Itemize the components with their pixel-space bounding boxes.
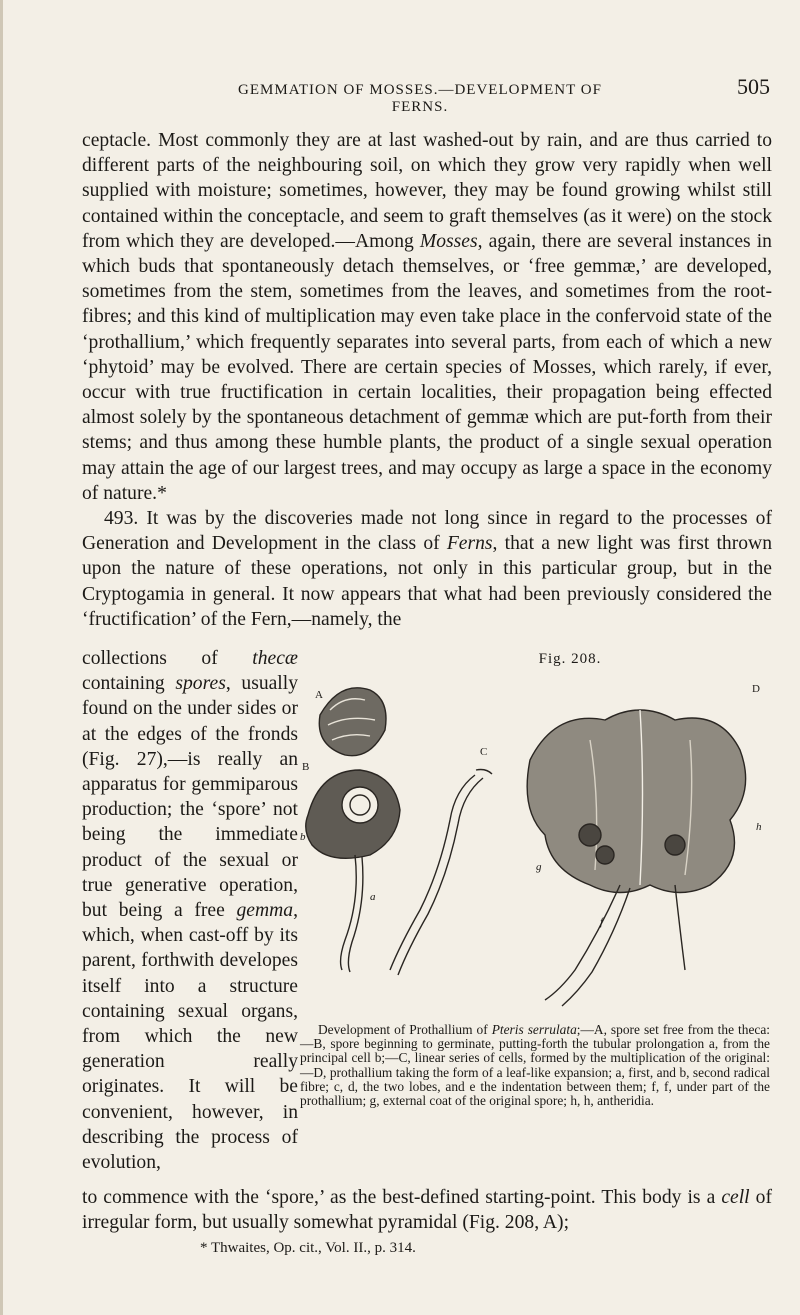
fig-d-prothallium (527, 710, 745, 1006)
running-title: GEMMATION OF MOSSES.—DEVELOPMENT OF FERNS. (238, 82, 602, 115)
fig-letter-a: a (370, 891, 376, 903)
fig-letter-C: C (480, 746, 488, 758)
paragraph-continued: ceptacle. Most commonly they are at last washed-out by rain, and are thus carried to different parts of the neighbouring soil, on which they grow very rapidly when well supplied with moisture; sometimes, however, they may be found growing whilst still contained within the conceptacle, and seem to graft themselves (as it were) on the stock from which they are developed.—Among Mosses, again, there are several instances in which buds that spontaneously detach themselves, or ‘free gemmæ,’ are developed, sometimes from the stem, sometimes from the leaves, and sometimes from the root-fibres; and this kind of multiplication may even take place in the confervoid state of the ‘prothallium,’ which frequently separates into several parts, from each of which a new ‘phytoid’ may be evolved. There are certain species of Mosses, which rarely, if ever, occur with true fructification in certain localities, their propagation being effected almost solely by the spontaneous detachment of gemmæ which are put-forth from their stems; and thus among these humble plants, the product of a single sexual operation may attain the age of our largest trees, and may occupy as large a space in the economy of nature.* (82, 130, 772, 504)
fig-a-spore (319, 688, 386, 756)
fig-letter-f: f (600, 916, 604, 928)
fig-c-linear-cells (390, 770, 492, 976)
fig-letter-b: b (300, 831, 306, 843)
fig-b-germinating-spore (306, 770, 400, 972)
fig-letter-A: A (315, 689, 323, 701)
fig-letter-D: D (752, 683, 760, 695)
page-number: 505 (737, 74, 770, 99)
fig-letter-B: B (302, 761, 310, 773)
fig-letter-h: h (756, 821, 762, 833)
continued-text: to commence with the ‘spore,’ as the best-defined starting-point. This body is a cell of irregular form, but usually somewhat pyramidal (Fig. 208, A); (82, 1187, 772, 1234)
paragraph-493: 493. It was by the discoveries made not long since in regard to the processes of Generation and Development in the class of Ferns, that a new light was first thrown upon the nature of these operations, not only in this particular group, but in the Cryptogamia in general. It now appears that what had been previously considered the ‘fructification’ of the Fern,—namely, the (82, 508, 772, 630)
figure-label: Fig. 208. (538, 651, 602, 667)
figure-caption: Development of Prothallium of Pteris serrulata;—A, spore set free from the theca:—B, spore beginning to germinate, putting-forth the tubular prolongation a, from the principal cell b;—C, linear series of cells, formed by the multiplication of the original:—D, prothallium taking the form of a leaf-like expansion; a, first, and b, second radical fibre; c, d, the two lobes, and e the indentation between them; f, f, under part of the prothallium; g, external coat of the original spore; h, h, antheridia. (300, 1022, 770, 1109)
page-edge (0, 0, 3, 1315)
fig-letter-g: g (536, 861, 542, 873)
main-text (82, 128, 772, 632)
left-column-text: collections of thecæ containing spores, usually found on the under sides or at the edges of the fronds (Fig. 27),—is really an apparatus for gemmiparous production; the ‘spore’ not being the immediate product of the sexual or true generative operation, but being a free gemma, which, when cast-off by its parent, forthwith developes itself into a structure containing sexual organs, from which the new generation really originates. It will be convenient, however, in describing the process of evolution, (82, 648, 298, 1174)
footnote: * Thwaites, Op. cit., Vol. II., p. 314. (200, 1240, 416, 1256)
figure-prothallium-illustration (300, 670, 770, 1020)
